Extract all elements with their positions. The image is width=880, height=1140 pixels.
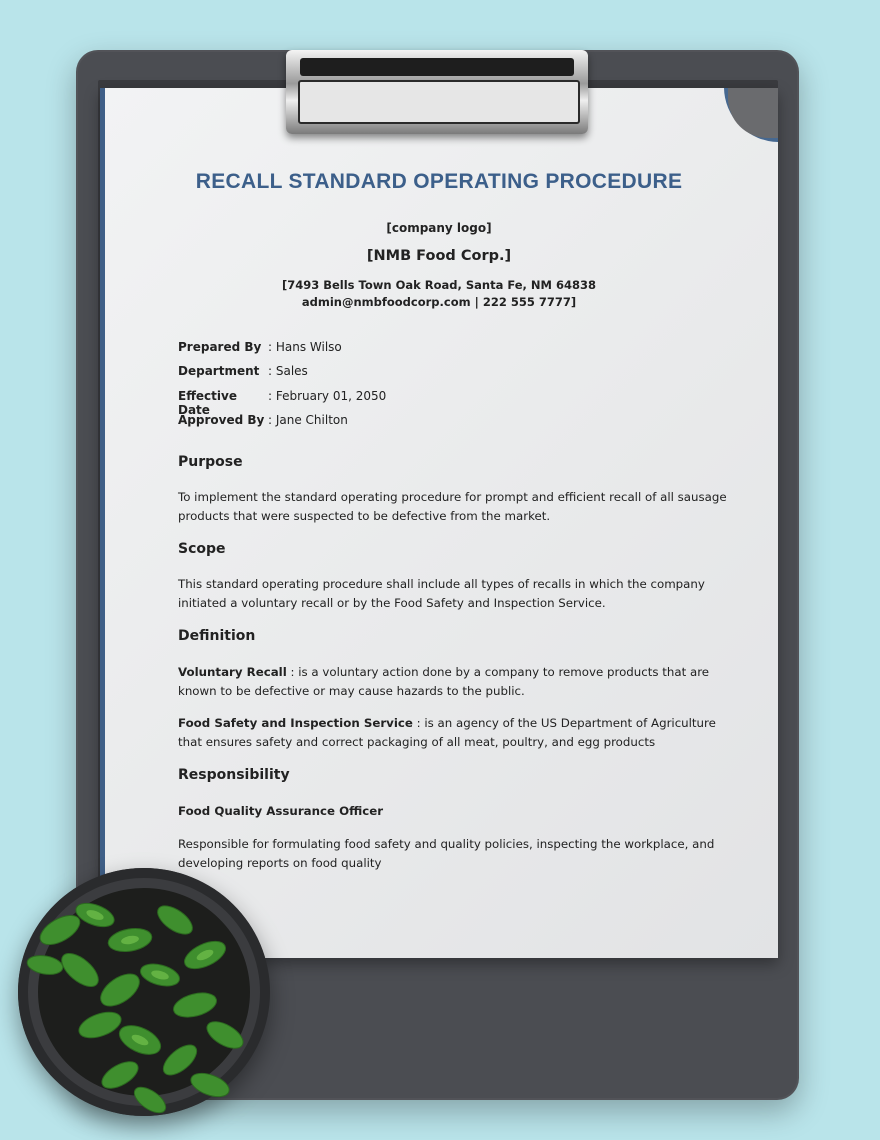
definition-voluntary-recall [178,663,738,701]
corner-gray-decoration [728,88,778,138]
company-name: [NMB Food Corp.] [366,248,512,264]
meta-label: Department [178,364,260,379]
address-line-2: admin@nmbfoodcorp.com | 222 555 7777] [301,295,577,309]
clip-window [298,80,580,124]
address-line-1: [7493 Bells Town Oak Road, Santa Fe, NM 64838 [281,278,597,292]
definition-term: Food Safety and Inspection Service [178,716,413,730]
meta-value: : February 01, 2050 [268,388,387,403]
meta-label: Prepared By [178,340,262,354]
plant-leaves-icon [0,860,300,1140]
company-address [100,277,778,311]
definition-term: Voluntary Recall [178,665,287,679]
responsibility-heading: Responsibility [178,767,290,783]
company-logo-placeholder: [company logo] [386,221,492,235]
clip-bar [300,58,574,76]
purpose-text: To implement the standard operating procedure for prompt and efficient recall of all sausage products that were suspected to be defective from the market. [178,490,727,523]
meta-row-effective-date [178,388,387,417]
definition-text: : is a voluntary action done by a company to remove products that are known to be defective or may cause hazards to the public. [178,665,710,698]
document-title: RECALL STANDARD OPERATING PROCEDURE [195,170,683,193]
meta-label: Approved By [178,413,265,428]
meta-row-department [178,364,386,388]
scope-text: This standard operating procedure shall include all types of recalls in which the company initiated a voluntary recall or by the Food Safety and Inspection Service. [178,577,705,610]
scope-heading: Scope [178,541,226,557]
meta-row-approved-by [178,413,386,437]
definition-fsis [178,714,738,752]
meta-value: : Jane Chilton [268,413,348,428]
purpose-heading: Purpose [178,454,243,470]
meta-value: : Sales [268,364,308,379]
document-meta [178,340,386,438]
responsibility-role: Food Quality Assurance Officer [178,804,384,818]
meta-row-prepared-by [178,340,386,364]
definition-text: : is an agency of the US Department of Agriculture that ensures safety and correct packaging of all meat, poultry, and egg products [178,716,716,749]
meta-label: Effective Date [178,388,237,417]
definition-heading: Definition [178,628,256,644]
clipboard-clip [286,50,588,134]
paper-edge-accent [100,88,105,958]
meta-value: : Hans Wilso [268,340,342,354]
responsibility-text: Responsible for formulating food safety and quality policies, inspecting the workplace, and developing reports on food quality [178,837,715,870]
